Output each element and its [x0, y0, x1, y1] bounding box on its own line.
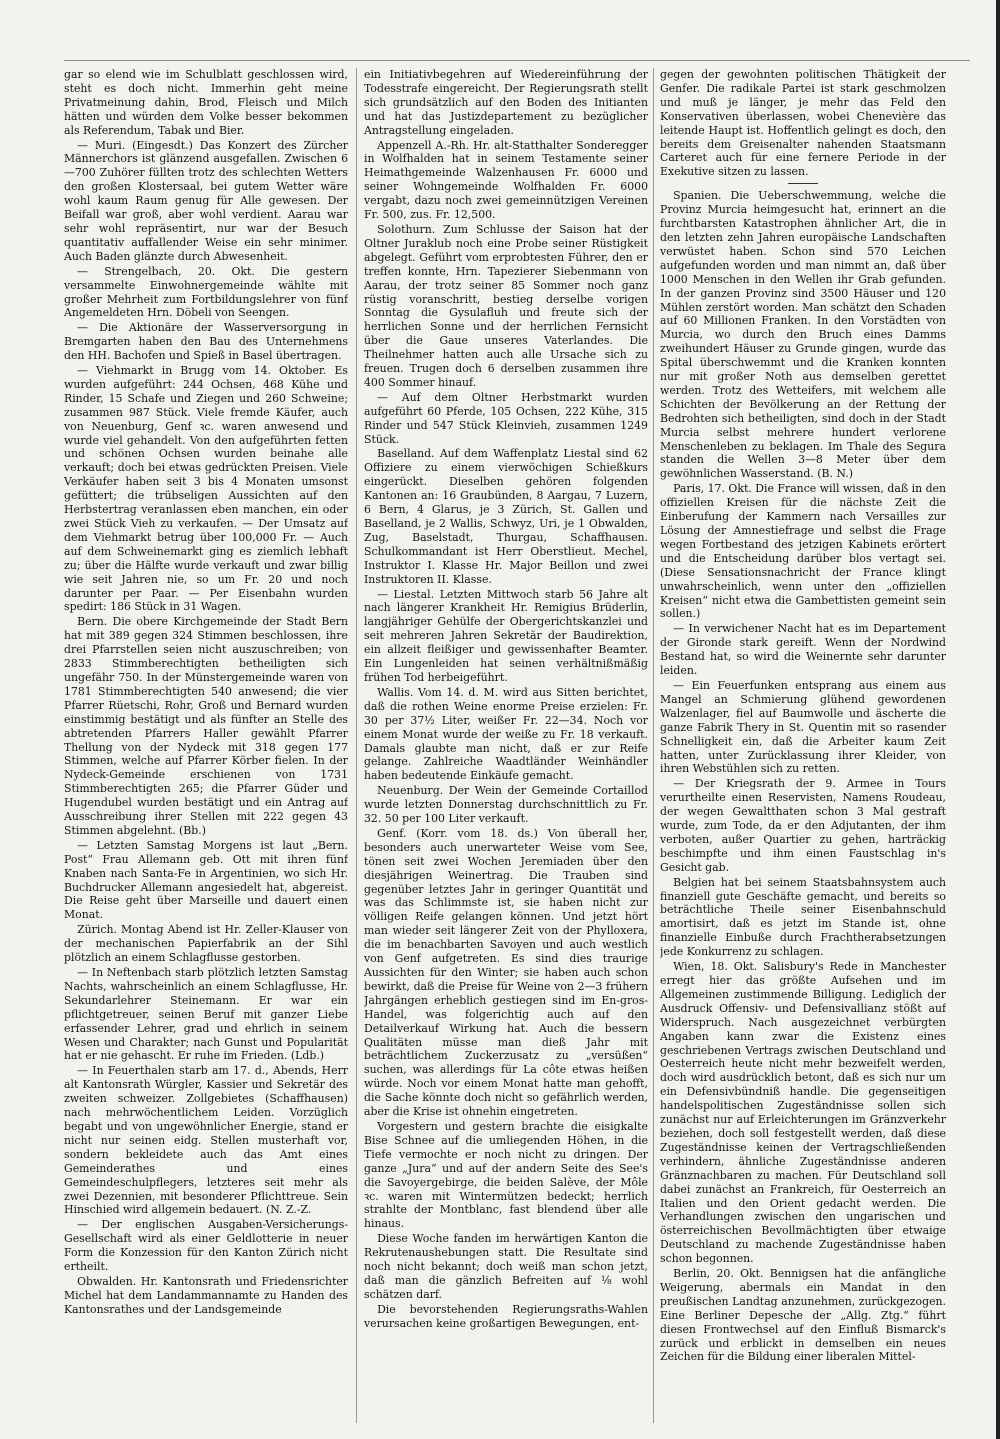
paragraph: Baselland. Auf dem Waffenplatz Liestal sind 62 Offiziere zu einem vierwöchigen Schießkurs eingerückt. Dieselben gehören folgenden Kantonen an: 16 Graubünden, 8 Aargau, 7 Luzern, 6 Bern, 4 Glarus, je 3 Zürich, St. Gallen und Baselland, je 2 Wallis, Schwyz, Uri, je 1 Obwalden, Zug, Baselstadt, Thurgau, Schaffhausen. Schulkommandant ist Herr Oberstlieut. Mechel, Instruktor I. Klasse Hr. Major Beillon und zwei Instruktoren II. Klasse.	[364, 447, 648, 586]
paragraph: — Strengelbach, 20. Okt. Die gestern versammelte Einwohnergemeinde wählte mit großer Mehrheit zum Fortbildungslehrer von fünf Angemeldeten Hrn. Döbeli von Seengen.	[64, 264, 348, 320]
paragraph: Solothurn. Zum Schlusse der Saison hat der Oltner Juraklub noch eine Probe seiner Rüstigkeit abgelegt. Geführt vom erprobtesten Führer, den er treffen konnte, Hrn. Tapezierer Siebenmann von Aarau, der trotz seiner 85 Sommer noch ganz rüstig voranschritt, bestieg derselbe vorigen Sonntag die Gysulafluh und freute sich der herrlichen Sonne und der herrlichen Fernsicht über die Gaue unseres Vaterlandes. Die Theilnehmer hatten auch alle Ursache sich zu freuen. Trugen doch 6 derselben zusammen ihre 400 Sommer hinauf.	[364, 222, 648, 389]
paragraph: gar so elend wie im Schulblatt geschlossen wird, steht es doch nicht. Immerhin geht meine Privatmeinung dahin, Brod, Fleisch und Milch hätten und würden dem Volke besser bekommen als Referendum, Tabak und Bier.	[64, 68, 348, 137]
paragraph: ein Initiativbegehren auf Wiedereinführung der Todesstrafe eingereicht. Der Regierungsrath stellt sich grundsätzlich auf den Boden des Initianten und hat das Justizdepartement zu bezüglicher Antragstellung eingeladen.	[364, 68, 648, 137]
paragraph: — Letzten Samstag Morgens ist laut „Bern. Post“ Frau Allemann geb. Ott mit ihren fünf Knaben nach Santa-Fe in Argentinien, wo sich Hr. Buchdrucker Allemann angesiedelt hat, abgereist. Die Reise geht über Marseille und dauert einen Monat.	[64, 838, 348, 922]
paragraph: Belgien hat bei seinem Staatsbahnsystem auch finanziell gute Geschäfte gemacht, und bereits so beträchtliche Theile seiner Eisenbahnschuld amortisirt, daß es jetzt im Stande ist, ohne finanzielle Einbuße durch Frachtherabsetzungen jede Konkurrenz zu schlagen.	[660, 875, 946, 959]
paragraph: — Muri. (Eingesdt.) Das Konzert des Zürcher Männerchors ist glänzend ausgefallen. Zwischen 6—700 Zuhörer füllten trotz des schlechten Wetters den großen Klostersaal, bei gutem Wetter wäre wohl kaum Raum genug für Alle gewesen. Der Beifall war groß, aber wohl verdient. Aarau war sehr wohl repräsentirt, nur war der Besuch quantitativ auffallender Weise ein sehr minimer. Auch Baden glänzte durch Abwesenheit.	[64, 138, 348, 263]
paragraph: Appenzell A.-Rh. Hr. alt-Statthalter Sonderegger in Wolfhalden hat in seinem Testamente seiner Heimathgemeinde Walzenhausen Fr. 6000 und seiner Wohngemeinde Wolfhalden Fr. 6000 vergabt, dazu noch zwei gemeinnützigen Vereinen Fr. 500, zus. Fr. 12,500.	[364, 138, 648, 222]
paragraph: Bern. Die obere Kirchgemeinde der Stadt Bern hat mit 389 gegen 324 Stimmen beschlossen, ihre drei Pfarrstellen seien nicht auszuschreiben; von 2833 Stimmberechtigten betheiligten sich ungefähr 750. In der Münstergemeinde waren von 1781 Stimmberechtigten 540 anwesend; die vier Pfarrer Rüetschi, Rohr, Groß und Bernard wurden einstimmig bestätigt und als fünfter an Stelle des abtretenden Pfarrers Haller gewählt Pfarrer Thellung von der Nydeck mit 318 gegen 177 Stimmen, welche auf Pfarrer Körber fielen. In der Nydeck-Gemeinde erschienen von 1731 Stimmberechtigten 265; die Pfarrer Güder und Hugendubel wurden bestätigt und ein Antrag auf Ausschreibung ihrer Stellen mit 222 gegen 43 Stimmen abgelehnt. (Bb.)	[64, 615, 348, 837]
paragraph: Spanien. Die Ueberschwemmung, welche die Provinz Murcia heimgesucht hat, erinnert an die furchtbarsten Katastrophen ähnlicher Art, die in den letzten zehn Jahren europäische Landschaften verwüstet haben. Schon sind 570 Leichen aufgefunden worden und man nimmt an, daß über 1000 Menschen in den Wellen ihr Grab gefunden. In der ganzen Provinz sind 3500 Häuser und 120 Mühlen zerstört worden. Man schätzt den Schaden auf 60 Millionen Franken. In den Vorstädten von Murcia, wo durch den Bruch eines Damms zweihundert Häuser zu Grunde gingen, wurde das Spital überschwemmt und die Kranken konnten nur mit großer Noth aus demselben gerettet werden. Trotz des Wetteifers, mit welchem alle Schichten der Bevölkerung an der Rettung der Bedrohten sich betheiligten, sind doch in der Stadt Murcia selbst mehrere hundert verlorene Menschenleben zu beklagen. Im Thale des Segura standen die Wellen 3—8 Meter über dem gewöhnlichen Wasserstand. (B. N.)	[660, 189, 946, 481]
paragraph: Wallis. Vom 14. d. M. wird aus Sitten berichtet, daß die rothen Weine enorme Preise erzielen: Fr. 30 per 37½ Liter, weißer Fr. 22—34. Noch vor einem Monat wurde der weiße zu Fr. 18 verkauft. Damals glaubte man nicht, daß er zur Reife gelange. Zahlreiche Waadtländer Weinhändler haben bedeutende Einkäufe gemacht.	[364, 685, 648, 783]
column-middle	[364, 68, 648, 1428]
page-edge	[996, 0, 1000, 1439]
paragraph: Wien, 18. Okt. Salisbury's Rede in Manchester erregt hier das größte Aufsehen und im Allgemeinen zustimmende Billigung. Lediglich der Ausdruck Offensiv- und Defensivallianz stößt auf Widerspruch. Nach ausgezeichnet verbürgten Angaben kann zwar die Existenz eines geschriebenen Vertrags zwischen Deutschland und Oesterreich heute nicht mehr bezweifelt werden, doch wird ausdrücklich betont, daß es sich nur um ein Defensivbündniß handle. Die gegenseitigen handelspolitischen Zugeständnisse sollen sich zunächst nur auf Erleichterungen im Gränzverkehr beziehen, doch soll festgestellt werden, daß diese Zugeständnisse keinen der Vertragschließenden verhindern, ähnliche Zugeständnisse anderen Gränznachbaren zu machen. Für Deutschland soll dabei zunächst an Frankreich, für Oesterreich an Italien und den Orient gedacht werden. Die Verhandlungen zwischen den ungarischen und österreichischen Bevollmächtigten über etwaige Deutschland zu machende Zugeständnisse haben schon begonnen.	[660, 960, 946, 1266]
paragraph: — Viehmarkt in Brugg vom 14. Oktober. Es wurden aufgeführt: 244 Ochsen, 468 Kühe und Rinder, 15 Schafe und Ziegen und 260 Schweine; zusammen 987 Stück. Viele fremde Käufer, auch von Neuenburg, Genf ꝛc. waren anwesend und wurde viel gehandelt. Von den aufgeführten fetten und schönen Ochsen wurden beinahe alle verkauft; doch bei etwas gedrückten Preisen. Viele Verkäufer haben seit 3 bis 4 Monaten umsonst gefüttert; die trübseligen Aussichten auf den Herbstertrag veranlassen eben manchen, ein oder zwei Stück Vieh zu verkaufen. — Der Umsatz auf dem Viehmarkt betrug über 100,000 Fr. — Auch auf dem Schweinemarkt ging es ziemlich lebhaft zu; über die Hälfte wurde verkauft und zwar billig wie seit Jahren nie, so um Fr. 20 und noch darunter per Paar. — Per Eisenbahn wurden spedirt: 186 Stück in 31 Wagen.	[64, 364, 348, 614]
paragraph: — Der Kriegsrath der 9. Armee in Tours verurtheilte einen Reservisten, Namens Roudeau, der wegen Gewaltthaten schon 3 Mal gestraft wurde, zum Tode, da er den Adjutanten, der ihm verboten, außer Quartier zu gehen, harträckig beschimpfte und ihm einen Faustschlag in's Gesicht gab.	[660, 777, 946, 874]
paragraph: — Ein Feuerfunken entsprang aus einem aus Mangel an Schmierung glühend gewordenen Walzenlager, fiel auf Baumwolle und äscherte die ganze Fabrik Thery in St. Quentin mit so rasender Schnelligkeit ein, daß die Arbeiter kaum Zeit hatten, unter Zurücklassung ihrer Kleider, von ihren Webstühlen sich zu retten.	[660, 678, 946, 776]
paragraph: — Auf dem Oltner Herbstmarkt wurden aufgeführt 60 Pferde, 105 Ochsen, 222 Kühe, 315 Rinder und 547 Stück Kleinvieh, zusammen 1249 Stück.	[364, 390, 648, 446]
paragraph: — Die Aktionäre der Wasserversorgung in Bremgarten haben den Bau des Unternehmens den HH. Bachofen und Spieß in Basel übertragen.	[64, 321, 348, 363]
top-rule	[64, 60, 970, 61]
paragraph: — Liestal. Letzten Mittwoch starb 56 Jahre alt nach längerer Krankheit Hr. Remigius Brüderlin, langjähriger Gehülfe der Obergerichtskanzlei und seit mehreren Jahren Sekretär der Baudirektion, ein allzeit fleißiger und gewissenhafter Beamter. Ein Lungenleiden hat seinen verhältnißmäßig frühen Tod herbeigeführt.	[364, 587, 648, 684]
paragraph: Berlin, 20. Okt. Bennigsen hat die anfängliche Weigerung, abermals ein Mandat in den preußischen Landtag anzunehmen, zurückgezogen. Eine Berliner Depesche der „Allg. Ztg.“ führt diesen Frontwechsel auf den Einfluß Bismarck's zurück und erblickt in demselben ein neues Zeichen für die Bildung einer liberalen Mittel-	[660, 1267, 946, 1364]
paragraph: Vorgestern und gestern brachte die eisigkalte Bise Schnee auf die umliegenden Höhen, in die Tiefe vermochte er noch nicht zu dringen. Der ganze „Jura“ und auf der andern Seite des See's die Savoyergebirge, die beiden Salève, der Môle ꝛc. waren mit Wintermützen bedeckt; herrlich strahlte der Montblanc, fast blendend über alle hinaus.	[364, 1119, 648, 1231]
column-left	[64, 68, 348, 1428]
paragraph: — In Neftenbach starb plötzlich letzten Samstag Nachts, wahrscheinlich an einem Schlagflusse, Hr. Sekundarlehrer Steinemann. Er war ein pflichtgetreuer, seinen Beruf mit ganzer Liebe erfassender Lehrer, grad und ehrlich in seinem Wesen und Charakter; nach Gunst und Popularität hat er nie gehascht. Er ruhe im Frieden. (Ldb.)	[64, 966, 348, 1063]
column-divider	[356, 68, 357, 1423]
paragraph: Zürich. Montag Abend ist Hr. Zeller-Klauser von der mechanischen Papierfabrik an der Sihl plötzlich an einem Schlagflusse gestorben.	[64, 923, 348, 965]
paragraph: Obwalden. Hr. Kantonsrath und Friedensrichter Michel hat dem Landammannamte zu Handen des Kantonsrathes und der Landsgemeinde	[64, 1274, 348, 1316]
paragraph: gegen der gewohnten politischen Thätigkeit der Genfer. Die radikale Partei ist stark geschmolzen und muß je länger, je mehr das Feld den Konservativen überlassen, wobei Chenevière das leitende Haupt ist. Hoffentlich gelingt es doch, den bereits dem Greisenalter nahenden Staatsmann Carteret auch für eine fernere Periode in der Exekutive sitzen zu lassen.	[660, 68, 946, 179]
paragraph: Die bevorstehenden Regierungsraths-Wahlen verursachen keine großartigen Bewegungen, ent-	[364, 1302, 648, 1330]
column-divider	[653, 68, 654, 1423]
paragraph: Neuenburg. Der Wein der Gemeinde Cortaillod wurde letzten Donnerstag durchschnittlich zu Fr. 32. 50 per 100 Liter verkauft.	[364, 784, 648, 826]
paragraph: Genf. (Korr. vom 18. ds.) Von überall her, besonders auch unerwarteter Weise vom See, tönen seit zwei Wochen Jeremiaden über den diesjährigen Weinertrag. Die Trauben sind gegenüber letztes Jahr in geringer Quantität und was das Schlimmste ist, sie haben nicht zur völligen Reife gelangen können. Und jetzt hört man wieder seit längerer Zeit von der Phylloxera, die im benachbarten Savoyen und auch westlich von Genf aufgetreten. Es sind dies traurige Aussichten für den Winter; sie haben auch schon bewirkt, daß die Preise für Weine von 2—3 frühern Jahrgängen erheblich gestiegen sind im En-gros-Handel, was folgerichtig auch auf den Detailverkauf Wirkung hat. Auch die bessern Qualitäten müsse man dieß Jahr mit beträchtlichem Zuckerzusatz zu „versüßen“ suchen, was allerdings für La côte etwas heißen würde. Noch vor einem Monat hatte man gehofft, die Sache könnte doch nicht so gefährlich werden, aber die Krise ist ohnehin eingetreten.	[364, 826, 648, 1119]
paragraph: — In verwichener Nacht hat es im Departement der Gironde stark gereift. Wenn der Nordwind Bestand hat, so wird die Weinernte sehr darunter leiden.	[660, 622, 946, 678]
column-right	[660, 68, 946, 1428]
paragraph: — In Feuerthalen starb am 17. d., Abends, Herr alt Kantonsrath Würgler, Kassier und Sekretär des zweiten schweizer. Zollgebietes (Schaffhausen) nach mehrwöchentlichem Leiden. Vorzüglich begabt und von ungewöhnlicher Energie, stand er nicht nur seinen eidg. Stellen musterhaft vor, sondern bekleidete auch das Amt eines Gemeinderathes und eines Gemeindeschulpflegers, letzteres seit mehr als zwei Dezennien, mit besonderer Pflichttreue. Sein Hinschied wird allgemein bedauert. (N. Z.-Z.	[64, 1064, 348, 1217]
paragraph: — Der englischen Ausgaben-Versicherungs-Gesellschaft wird als einer Geldlotterie in neuer Form die Konzession für den Kanton Zürich nicht ertheilt.	[64, 1218, 348, 1274]
paragraph: Paris, 17. Okt. Die France will wissen, daß in den offiziellen Kreisen für die nächste Zeit die Einberufung der Kammern nach Versailles zur Lösung der Amnestiefrage und selbst die Frage wegen Fortbestand des jetzigen Kabinets erörtert und die Entscheidung darüber blos vertagt sei. (Diese Sensationsnachricht der France klingt unwahrscheinlich, wenn unter den „offiziellen Kreisen“ nicht etwa die Gambettisten gemeint sein sollen.)	[660, 482, 946, 621]
paragraph: Diese Woche fanden im herwärtigen Kanton die Rekrutenaushebungen statt. Die Resultate sind noch nicht bekannt; doch weiß man schon jetzt, daß man die gänzlich Befreiten auf ⅛ wohl schätzen darf.	[364, 1232, 648, 1301]
section-rule	[788, 183, 818, 184]
